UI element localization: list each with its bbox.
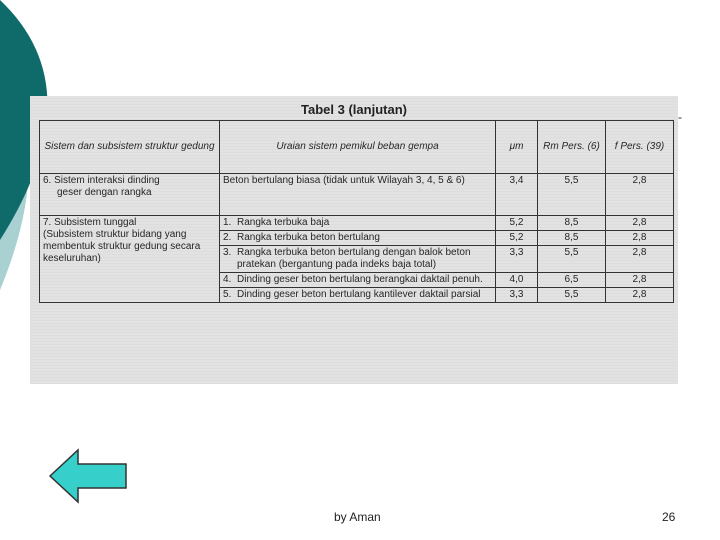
rm-cell: 5,5	[538, 288, 606, 303]
f-cell: 2,8	[606, 174, 674, 216]
rm-cell: 5,5	[538, 246, 606, 273]
back-arrow-button[interactable]	[48, 448, 128, 504]
f-cell: 2,8	[606, 288, 674, 303]
header-system: Sistem dan subsistem struktur gedung	[40, 121, 220, 174]
rm-cell: 8,5	[538, 216, 606, 231]
header-description: Uraian sistem pemikul beban gempa	[220, 121, 496, 174]
header-mu: μm	[496, 121, 538, 174]
mu-cell: 5,2	[496, 216, 538, 231]
item-text: Dinding geser beton bertulang kantilever daktail parsial	[237, 289, 481, 300]
rm-cell: 8,5	[538, 231, 606, 246]
system-sublabel: (Subsistem struktur bidang yang membentuk struktur gedung secara keseluruhan)	[43, 229, 201, 264]
mu-cell: 5,2	[496, 231, 538, 246]
description-cell	[220, 216, 496, 231]
system-label: 6. Sistem interaksi dinding	[43, 175, 160, 186]
system-cell	[40, 174, 220, 216]
item-text: Rangka terbuka baja	[237, 217, 330, 228]
item-number: 4.	[223, 274, 232, 285]
f-cell: 2,8	[606, 273, 674, 288]
description-cell: Beton bertulang biasa (tidak untuk Wilayah 3, 4, 5 & 6)	[220, 174, 496, 216]
scanned-table-image	[30, 96, 682, 384]
f-cell: 2,8	[606, 231, 674, 246]
rm-cell: 5,5	[538, 174, 606, 216]
table-row	[40, 216, 674, 231]
dash-mark: -	[678, 110, 682, 124]
mu-cell: 3,3	[496, 288, 538, 303]
page-number: 26	[662, 510, 676, 524]
table-title: Tabel 3 (lanjutan)	[301, 102, 407, 117]
description-cell	[220, 273, 496, 288]
item-text: Rangka terbuka beton bertulang	[237, 232, 380, 243]
rm-cell: 6,5	[538, 273, 606, 288]
description-cell	[220, 246, 496, 273]
table-row	[40, 174, 674, 216]
left-arrow-icon[interactable]	[50, 450, 126, 502]
header-rm: Rm Pers. (6)	[538, 121, 606, 174]
item-number: 2.	[223, 232, 232, 243]
item-text: Dinding geser beton bertulang berangkai daktail penuh.	[237, 274, 483, 285]
description-cell	[220, 288, 496, 303]
mu-cell: 4,0	[496, 273, 538, 288]
f-cell: 2,8	[606, 216, 674, 231]
item-number: 5.	[223, 289, 232, 300]
table-header-row	[40, 121, 674, 174]
item-number: 3.	[223, 247, 232, 258]
f-cell: 2,8	[606, 246, 674, 273]
system-label: 7. Subsistem tunggal	[43, 217, 137, 228]
header-f: f Pers. (39)	[606, 121, 674, 174]
description-cell	[220, 231, 496, 246]
mu-cell: 3,4	[496, 174, 538, 216]
item-text: Rangka terbuka beton bertulang dengan balok beton pratekan (bergantung pada indeks baja total)	[237, 247, 471, 270]
seismic-system-table	[39, 120, 674, 303]
system-sublabel: geser dengan rangka	[57, 187, 152, 198]
item-number: 1.	[223, 217, 232, 228]
footer-author: by Aman	[334, 510, 381, 524]
mu-cell: 3,3	[496, 246, 538, 273]
system-cell	[40, 216, 220, 303]
